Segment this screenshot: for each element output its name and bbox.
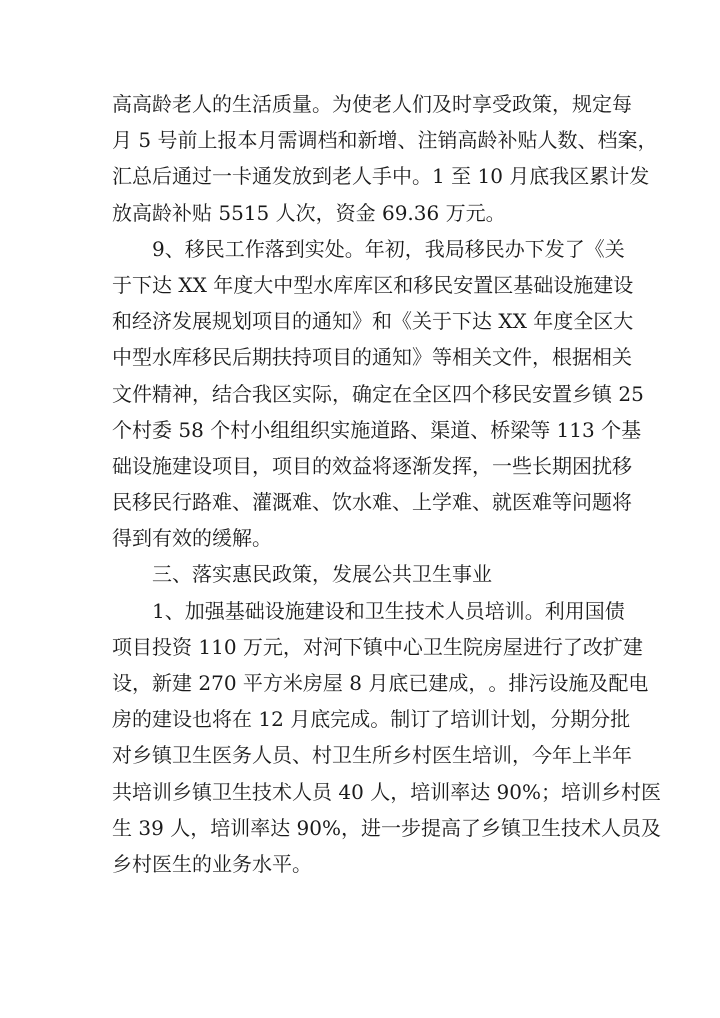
text-line: 项 目 投 资 1 1 0 万 元 ， 对 河 下 镇 中 心 卫 生 院 房 屋 进 行 了 改 扩 建 — [112, 634, 643, 659]
text-line: 设 ， 新 建 2 7 0 平 方 米 房 屋 8 月 底 已 建 成 ， 。 排 污 设 施 及 配 电 — [112, 671, 649, 695]
text-line: 放高龄补贴 5515 人次，资金 69.36 万元。 — [112, 200, 506, 225]
text-line: 汇 总 后 通 过 一 卡 通 发 放 到 老 人 手 中 。 1 至 1 0 月 底 我 区 累 计 发 — [112, 164, 650, 189]
text-line: 三、落实惠民政策，发展公共卫生事业 — [152, 562, 492, 587]
text-line: 得到有效的缓解。 — [112, 526, 272, 551]
text-line: 对 乡 镇 卫 生 医 务 人 员 、 村 卫 生 所 乡 村 医 生 培 训 ， 今 年 上 半 年 — [112, 743, 632, 768]
text-line: 中 型 水 库 移 民 后 期 扶 持 项 目 的 通 知 》 等 相 关 文 件 ， 根 据 相 关 — [112, 345, 632, 370]
text-line: 月 5 号 前 上 报 本 月 需 调 档 和 新 增 、 注 销 高 龄 补 贴 人 数 、 档 案 ， — [112, 128, 658, 153]
text-line: 9 、 移 民 工 作 落 到 实 处 。 年 初 ， 我 局 移 民 办 下 发 了 《 关 — [152, 236, 625, 261]
text-line: 生 3 9 人 ， 培 训 率 达 9 0 % ， 进 一 步 提 高 了 乡 镇 卫 生 技 术 人 员 及 — [112, 815, 662, 840]
text-line: 房 的 建 设 也 将 在 1 2 月 底 完 成 。 制 订 了 培 训 计 划 ， 分 期 分 批 — [112, 707, 631, 732]
text-line: 高 高 龄 老 人 的 生 活 质 量 。 为 使 老 人 们 及 时 享 受 政 策 ， 规 定 每 — [112, 92, 632, 116]
body-text — [112, 86, 662, 882]
text-line: 于 下 达 X X 年 度 大 中 型 水 库 库 区 和 移 民 安 置 区 基 础 设 施 建 设 — [112, 272, 634, 297]
text-line: 个 村 委 5 8 个 村 小 组 组 织 实 施 道 路 、 渠 道 、 桥 梁 等 1 1 3 个 基 — [112, 417, 642, 442]
text-line: 文 件 精 神 ， 结 合 我 区 实 际 ， 确 定 在 全 区 四 个 移 民 安 置 乡 镇 2 5 — [112, 381, 644, 406]
text-line: 础 设 施 建 设 项 目 ， 项 目 的 效 益 将 逐 渐 发 挥 ， 一 些 长 期 困 扰 移 — [112, 453, 632, 478]
text-line: 乡村医生的业务水平。 — [112, 851, 312, 876]
text-line: 和 经 济 发 展 规 划 项 目 的 通 知 》 和 《 关 于 下 达 X X 年 度 全 区 大 — [112, 309, 634, 334]
text-line: 民 移 民 行 路 难 、 灌 溉 难 、 饮 水 难 、 上 学 难 、 就 医 难 等 问 题 将 — [112, 490, 632, 515]
text-line: 1 、 加 强 基 础 设 施 建 设 和 卫 生 技 术 人 员 培 训 。 利 用 国 债 — [152, 598, 625, 623]
text-line: 共 培 训 乡 镇 卫 生 技 术 人 员 4 0 人 ， 培 训 率 达 9 0 % ； 培 训 乡 村 医 — [112, 779, 662, 804]
